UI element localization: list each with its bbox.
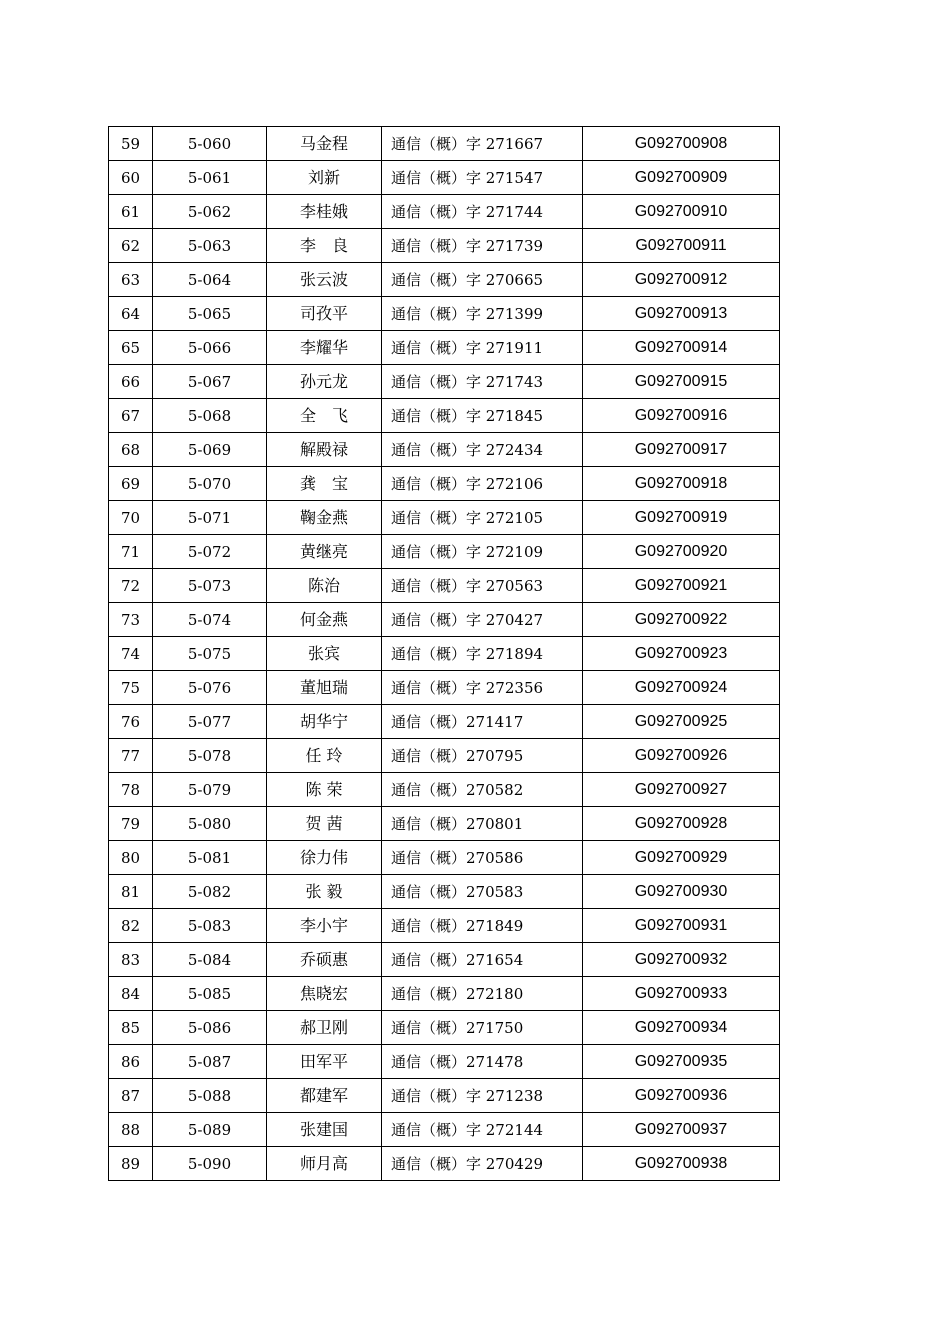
certificate-number-cell: 通信（概）字 271399 — [382, 297, 583, 331]
registration-code-cell: G092700927 — [583, 773, 780, 807]
person-name-cell: 徐力伟 — [267, 841, 382, 875]
registration-code-cell: G092700922 — [583, 603, 780, 637]
exam-number-cell: 5-076 — [153, 671, 267, 705]
row-sequence-cell: 82 — [109, 909, 153, 943]
person-name-cell: 贺 茜 — [267, 807, 382, 841]
registration-code-cell: G092700937 — [583, 1113, 780, 1147]
certificate-number-cell: 通信（概）271849 — [382, 909, 583, 943]
registration-code-cell: G092700912 — [583, 263, 780, 297]
exam-number-cell: 5-080 — [153, 807, 267, 841]
registration-code-cell: G092700930 — [583, 875, 780, 909]
table-row — [109, 127, 780, 161]
table-row — [109, 365, 780, 399]
person-name-cell: 田军平 — [267, 1045, 382, 1079]
person-name-cell: 龚 宝 — [267, 467, 382, 501]
certificate-number-cell: 通信（概）字 271744 — [382, 195, 583, 229]
person-name-cell: 李耀华 — [267, 331, 382, 365]
certificate-number-cell: 通信（概）字 272105 — [382, 501, 583, 535]
person-name-cell: 刘新 — [267, 161, 382, 195]
person-name-cell: 胡华宁 — [267, 705, 382, 739]
table-row — [109, 773, 780, 807]
certificate-number-cell: 通信（概）字 270563 — [382, 569, 583, 603]
exam-number-cell: 5-063 — [153, 229, 267, 263]
exam-number-cell: 5-085 — [153, 977, 267, 1011]
row-sequence-cell: 86 — [109, 1045, 153, 1079]
table-row — [109, 943, 780, 977]
person-name-cell: 李 良 — [267, 229, 382, 263]
row-sequence-cell: 69 — [109, 467, 153, 501]
row-sequence-cell: 81 — [109, 875, 153, 909]
table-row — [109, 195, 780, 229]
registration-code-cell: G092700924 — [583, 671, 780, 705]
registration-code-cell: G092700916 — [583, 399, 780, 433]
exam-number-cell: 5-070 — [153, 467, 267, 501]
exam-number-cell: 5-068 — [153, 399, 267, 433]
registration-code-cell: G092700929 — [583, 841, 780, 875]
table-row — [109, 535, 780, 569]
row-sequence-cell: 62 — [109, 229, 153, 263]
registration-code-cell: G092700931 — [583, 909, 780, 943]
person-name-cell: 都建军 — [267, 1079, 382, 1113]
certificate-number-cell: 通信（概）字 271911 — [382, 331, 583, 365]
exam-number-cell: 5-065 — [153, 297, 267, 331]
certificate-number-cell: 通信（概）字 272356 — [382, 671, 583, 705]
exam-number-cell: 5-077 — [153, 705, 267, 739]
table-row — [109, 1011, 780, 1045]
person-name-cell: 师月高 — [267, 1147, 382, 1181]
registration-code-cell: G092700915 — [583, 365, 780, 399]
exam-number-cell: 5-084 — [153, 943, 267, 977]
row-sequence-cell: 71 — [109, 535, 153, 569]
row-sequence-cell: 59 — [109, 127, 153, 161]
exam-number-cell: 5-089 — [153, 1113, 267, 1147]
person-name-cell: 焦晓宏 — [267, 977, 382, 1011]
record-table — [108, 126, 780, 1181]
exam-number-cell: 5-083 — [153, 909, 267, 943]
exam-number-cell: 5-086 — [153, 1011, 267, 1045]
row-sequence-cell: 84 — [109, 977, 153, 1011]
exam-number-cell: 5-079 — [153, 773, 267, 807]
exam-number-cell: 5-064 — [153, 263, 267, 297]
exam-number-cell: 5-074 — [153, 603, 267, 637]
certificate-number-cell: 通信（概）字 272109 — [382, 535, 583, 569]
registration-code-cell: G092700933 — [583, 977, 780, 1011]
exam-number-cell: 5-082 — [153, 875, 267, 909]
person-name-cell: 董旭瑞 — [267, 671, 382, 705]
table-row — [109, 739, 780, 773]
person-name-cell: 马金程 — [267, 127, 382, 161]
person-name-cell: 乔硕惠 — [267, 943, 382, 977]
exam-number-cell: 5-067 — [153, 365, 267, 399]
table-row — [109, 229, 780, 263]
person-name-cell: 孙元龙 — [267, 365, 382, 399]
table-row — [109, 501, 780, 535]
row-sequence-cell: 87 — [109, 1079, 153, 1113]
registration-code-cell: G092700918 — [583, 467, 780, 501]
certificate-number-cell: 通信（概）271750 — [382, 1011, 583, 1045]
row-sequence-cell: 79 — [109, 807, 153, 841]
person-name-cell: 李小宇 — [267, 909, 382, 943]
registration-code-cell: G092700913 — [583, 297, 780, 331]
registration-code-cell: G092700932 — [583, 943, 780, 977]
table-row — [109, 841, 780, 875]
person-name-cell: 解殿禄 — [267, 433, 382, 467]
registration-code-cell: G092700914 — [583, 331, 780, 365]
certificate-number-cell: 通信（概）270795 — [382, 739, 583, 773]
certificate-number-cell: 通信（概）270586 — [382, 841, 583, 875]
certificate-number-cell: 通信（概）字 271743 — [382, 365, 583, 399]
registration-code-cell: G092700910 — [583, 195, 780, 229]
exam-number-cell: 5-075 — [153, 637, 267, 671]
row-sequence-cell: 88 — [109, 1113, 153, 1147]
person-name-cell: 司孜平 — [267, 297, 382, 331]
certificate-number-cell: 通信（概）271478 — [382, 1045, 583, 1079]
row-sequence-cell: 68 — [109, 433, 153, 467]
registration-code-cell: G092700921 — [583, 569, 780, 603]
person-name-cell: 黄继亮 — [267, 535, 382, 569]
table-row — [109, 263, 780, 297]
person-name-cell: 何金燕 — [267, 603, 382, 637]
certificate-number-cell: 通信（概）272180 — [382, 977, 583, 1011]
table-row — [109, 1045, 780, 1079]
certificate-number-cell: 通信（概）字 271739 — [382, 229, 583, 263]
table-row — [109, 637, 780, 671]
exam-number-cell: 5-081 — [153, 841, 267, 875]
table-row — [109, 875, 780, 909]
row-sequence-cell: 83 — [109, 943, 153, 977]
exam-number-cell: 5-071 — [153, 501, 267, 535]
table-row — [109, 331, 780, 365]
certificate-number-cell: 通信（概）字 271238 — [382, 1079, 583, 1113]
table-row — [109, 297, 780, 331]
table-row — [109, 1147, 780, 1181]
row-sequence-cell: 76 — [109, 705, 153, 739]
row-sequence-cell: 60 — [109, 161, 153, 195]
registration-code-cell: G092700938 — [583, 1147, 780, 1181]
certificate-number-cell: 通信（概）字 270429 — [382, 1147, 583, 1181]
exam-number-cell: 5-073 — [153, 569, 267, 603]
registration-code-cell: G092700935 — [583, 1045, 780, 1079]
exam-number-cell: 5-069 — [153, 433, 267, 467]
certificate-number-cell: 通信（概）270583 — [382, 875, 583, 909]
exam-number-cell: 5-072 — [153, 535, 267, 569]
row-sequence-cell: 67 — [109, 399, 153, 433]
registration-code-cell: G092700920 — [583, 535, 780, 569]
registration-code-cell: G092700934 — [583, 1011, 780, 1045]
person-name-cell: 张建国 — [267, 1113, 382, 1147]
row-sequence-cell: 75 — [109, 671, 153, 705]
row-sequence-cell: 66 — [109, 365, 153, 399]
certificate-number-cell: 通信（概）字 270665 — [382, 263, 583, 297]
row-sequence-cell: 89 — [109, 1147, 153, 1181]
row-sequence-cell: 61 — [109, 195, 153, 229]
certificate-number-cell: 通信（概）字 272434 — [382, 433, 583, 467]
row-sequence-cell: 78 — [109, 773, 153, 807]
person-name-cell: 张云波 — [267, 263, 382, 297]
person-name-cell: 张宾 — [267, 637, 382, 671]
row-sequence-cell: 85 — [109, 1011, 153, 1045]
registration-code-cell: G092700936 — [583, 1079, 780, 1113]
exam-number-cell: 5-087 — [153, 1045, 267, 1079]
table-row — [109, 909, 780, 943]
record-table-body — [109, 127, 780, 1181]
row-sequence-cell: 72 — [109, 569, 153, 603]
registration-code-cell: G092700923 — [583, 637, 780, 671]
registration-code-cell: G092700908 — [583, 127, 780, 161]
certificate-number-cell: 通信（概）270582 — [382, 773, 583, 807]
certificate-number-cell: 通信（概）字 271667 — [382, 127, 583, 161]
table-row — [109, 1113, 780, 1147]
person-name-cell: 任 玲 — [267, 739, 382, 773]
certificate-number-cell: 通信（概）字 270427 — [382, 603, 583, 637]
table-row — [109, 705, 780, 739]
table-row — [109, 1079, 780, 1113]
table-row — [109, 399, 780, 433]
exam-number-cell: 5-061 — [153, 161, 267, 195]
row-sequence-cell: 77 — [109, 739, 153, 773]
table-row — [109, 977, 780, 1011]
certificate-number-cell: 通信（概）271654 — [382, 943, 583, 977]
exam-number-cell: 5-060 — [153, 127, 267, 161]
person-name-cell: 鞠金燕 — [267, 501, 382, 535]
registration-code-cell: G092700909 — [583, 161, 780, 195]
person-name-cell: 陈治 — [267, 569, 382, 603]
row-sequence-cell: 64 — [109, 297, 153, 331]
exam-number-cell: 5-062 — [153, 195, 267, 229]
row-sequence-cell: 73 — [109, 603, 153, 637]
row-sequence-cell: 70 — [109, 501, 153, 535]
exam-number-cell: 5-066 — [153, 331, 267, 365]
exam-number-cell: 5-078 — [153, 739, 267, 773]
certificate-number-cell: 通信（概）字 271547 — [382, 161, 583, 195]
certificate-number-cell: 通信（概）270801 — [382, 807, 583, 841]
row-sequence-cell: 63 — [109, 263, 153, 297]
registration-code-cell: G092700917 — [583, 433, 780, 467]
registration-code-cell: G092700919 — [583, 501, 780, 535]
table-row — [109, 671, 780, 705]
registration-code-cell: G092700925 — [583, 705, 780, 739]
certificate-number-cell: 通信（概）字 271845 — [382, 399, 583, 433]
certificate-number-cell: 通信（概）271417 — [382, 705, 583, 739]
table-row — [109, 433, 780, 467]
table-row — [109, 569, 780, 603]
certificate-number-cell: 通信（概）字 272144 — [382, 1113, 583, 1147]
person-name-cell: 李桂娥 — [267, 195, 382, 229]
table-row — [109, 807, 780, 841]
person-name-cell: 张 毅 — [267, 875, 382, 909]
person-name-cell: 全 飞 — [267, 399, 382, 433]
registration-code-cell: G092700926 — [583, 739, 780, 773]
row-sequence-cell: 80 — [109, 841, 153, 875]
registration-code-cell: G092700928 — [583, 807, 780, 841]
table-row — [109, 467, 780, 501]
table-row — [109, 603, 780, 637]
row-sequence-cell: 74 — [109, 637, 153, 671]
registration-code-cell: G092700911 — [583, 229, 780, 263]
exam-number-cell: 5-088 — [153, 1079, 267, 1113]
table-row — [109, 161, 780, 195]
person-name-cell: 陈 荣 — [267, 773, 382, 807]
person-name-cell: 郝卫刚 — [267, 1011, 382, 1045]
certificate-number-cell: 通信（概）字 271894 — [382, 637, 583, 671]
certificate-number-cell: 通信（概）字 272106 — [382, 467, 583, 501]
row-sequence-cell: 65 — [109, 331, 153, 365]
exam-number-cell: 5-090 — [153, 1147, 267, 1181]
